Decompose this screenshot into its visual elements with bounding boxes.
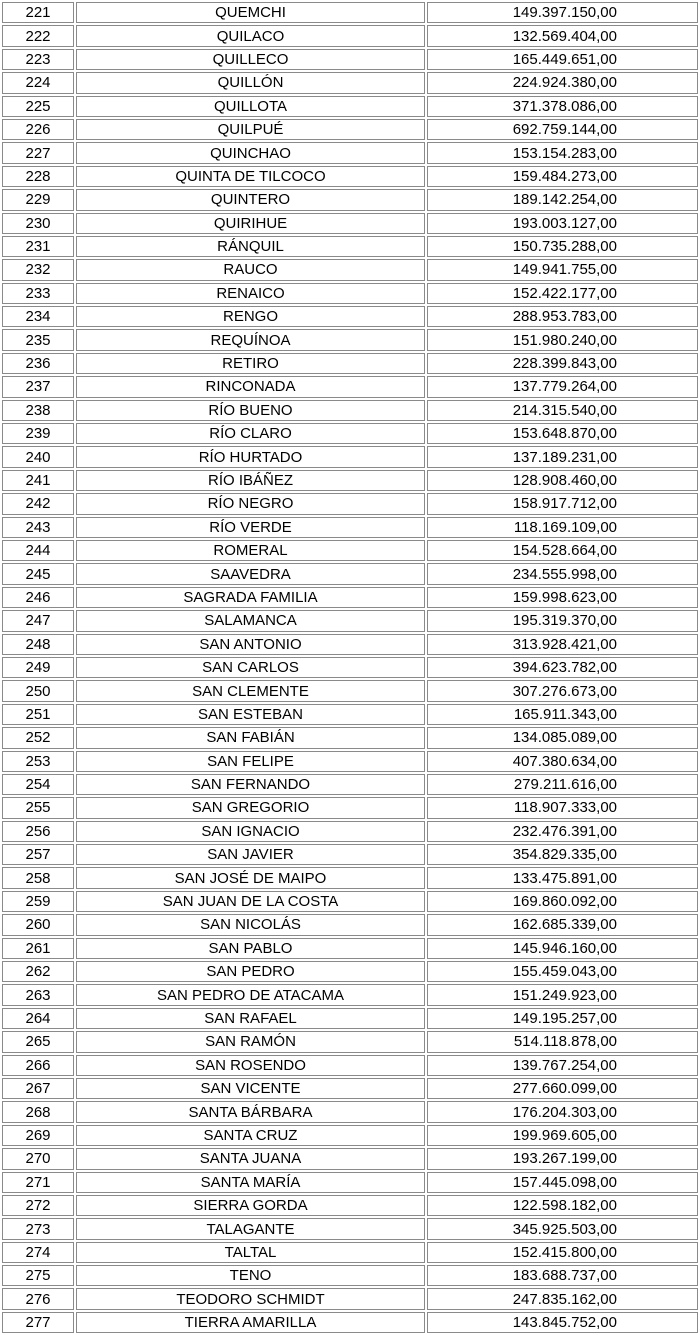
row-number-cell: 276	[2, 1288, 74, 1309]
row-number-cell: 243	[2, 517, 74, 538]
commune-name-cell: SAN GREGORIO	[76, 797, 425, 818]
table-row	[2, 446, 698, 467]
amount-cell: 345.925.503,00	[427, 1218, 698, 1239]
commune-name-cell: QUILPUÉ	[76, 119, 425, 140]
row-number-cell: 250	[2, 680, 74, 701]
commune-name-cell: QUILACO	[76, 25, 425, 46]
row-number-cell: 225	[2, 96, 74, 117]
table-row	[2, 49, 698, 70]
table-row	[2, 1125, 698, 1146]
row-number-cell: 221	[2, 2, 74, 23]
commune-name-cell: SAN RAFAEL	[76, 1008, 425, 1029]
commune-name-cell: SAN PEDRO DE ATACAMA	[76, 984, 425, 1005]
amount-cell: 183.688.737,00	[427, 1265, 698, 1286]
table-row	[2, 704, 698, 725]
table-body	[2, 2, 698, 1333]
table-row	[2, 867, 698, 888]
table-row	[2, 166, 698, 187]
amount-cell: 234.555.998,00	[427, 563, 698, 584]
row-number-cell: 266	[2, 1055, 74, 1076]
commune-name-cell: QUEMCHI	[76, 2, 425, 23]
commune-name-cell: RÍO CLARO	[76, 423, 425, 444]
amount-cell: 313.928.421,00	[427, 634, 698, 655]
amount-cell: 165.449.651,00	[427, 49, 698, 70]
row-number-cell: 262	[2, 961, 74, 982]
commune-name-cell: SAN FELIPE	[76, 751, 425, 772]
amount-cell: 118.169.109,00	[427, 517, 698, 538]
commune-name-cell: RINCONADA	[76, 376, 425, 397]
table-row	[2, 610, 698, 631]
table-row	[2, 891, 698, 912]
row-number-cell: 271	[2, 1172, 74, 1193]
row-number-cell: 247	[2, 610, 74, 631]
table-row	[2, 1172, 698, 1193]
row-number-cell: 228	[2, 166, 74, 187]
row-number-cell: 273	[2, 1218, 74, 1239]
table-row	[2, 517, 698, 538]
table-row	[2, 1195, 698, 1216]
amount-cell: 224.924.380,00	[427, 72, 698, 93]
commune-name-cell: SAN VICENTE	[76, 1078, 425, 1099]
commune-name-cell: TALAGANTE	[76, 1218, 425, 1239]
row-number-cell: 239	[2, 423, 74, 444]
amount-cell: 162.685.339,00	[427, 914, 698, 935]
table-row	[2, 306, 698, 327]
amount-cell: 232.476.391,00	[427, 821, 698, 842]
table-row	[2, 540, 698, 561]
table-row	[2, 797, 698, 818]
amount-cell: 176.204.303,00	[427, 1101, 698, 1122]
commune-name-cell: QUINTA DE TILCOCO	[76, 166, 425, 187]
table-row	[2, 329, 698, 350]
amount-cell: 165.911.343,00	[427, 704, 698, 725]
amount-cell: 153.648.870,00	[427, 423, 698, 444]
amount-cell: 158.917.712,00	[427, 493, 698, 514]
amount-cell: 514.118.878,00	[427, 1031, 698, 1052]
amount-cell: 149.397.150,00	[427, 2, 698, 23]
table-row	[2, 1265, 698, 1286]
amount-cell: 214.315.540,00	[427, 400, 698, 421]
row-number-cell: 255	[2, 797, 74, 818]
row-number-cell: 259	[2, 891, 74, 912]
commune-name-cell: SAN PEDRO	[76, 961, 425, 982]
commune-name-cell: QUIRIHUE	[76, 213, 425, 234]
amount-cell: 133.475.891,00	[427, 867, 698, 888]
table-row	[2, 2, 698, 23]
commune-name-cell: QUILLOTA	[76, 96, 425, 117]
commune-name-cell: QUINCHAO	[76, 142, 425, 163]
amount-cell: 118.907.333,00	[427, 797, 698, 818]
table-row	[2, 213, 698, 234]
row-number-cell: 236	[2, 353, 74, 374]
commune-name-cell: ROMERAL	[76, 540, 425, 561]
row-number-cell: 269	[2, 1125, 74, 1146]
commune-name-cell: SAN JOSÉ DE MAIPO	[76, 867, 425, 888]
commune-name-cell: QUILLECO	[76, 49, 425, 70]
row-number-cell: 226	[2, 119, 74, 140]
row-number-cell: 241	[2, 470, 74, 491]
amount-cell: 692.759.144,00	[427, 119, 698, 140]
row-number-cell: 275	[2, 1265, 74, 1286]
table-row	[2, 72, 698, 93]
amount-cell: 169.860.092,00	[427, 891, 698, 912]
amount-cell: 143.845.752,00	[427, 1312, 698, 1333]
commune-name-cell: TEODORO SCHMIDT	[76, 1288, 425, 1309]
row-number-cell: 261	[2, 938, 74, 959]
table-row	[2, 119, 698, 140]
table-row	[2, 1288, 698, 1309]
row-number-cell: 277	[2, 1312, 74, 1333]
row-number-cell: 254	[2, 774, 74, 795]
commune-name-cell: SANTA BÁRBARA	[76, 1101, 425, 1122]
commune-name-cell: SAN FERNANDO	[76, 774, 425, 795]
row-number-cell: 272	[2, 1195, 74, 1216]
row-number-cell: 268	[2, 1101, 74, 1122]
table-row	[2, 400, 698, 421]
commune-name-cell: RÍO VERDE	[76, 517, 425, 538]
commune-name-cell: SAN ESTEBAN	[76, 704, 425, 725]
table-row	[2, 96, 698, 117]
commune-name-cell: SAN JAVIER	[76, 844, 425, 865]
commune-name-cell: SANTA CRUZ	[76, 1125, 425, 1146]
commune-name-cell: SAGRADA FAMILIA	[76, 587, 425, 608]
amount-cell: 228.399.843,00	[427, 353, 698, 374]
commune-name-cell: RETIRO	[76, 353, 425, 374]
amount-cell: 354.829.335,00	[427, 844, 698, 865]
amount-cell: 193.267.199,00	[427, 1148, 698, 1169]
commune-name-cell: SAN NICOLÁS	[76, 914, 425, 935]
row-number-cell: 249	[2, 657, 74, 678]
table-row	[2, 774, 698, 795]
commune-name-cell: RENAICO	[76, 283, 425, 304]
row-number-cell: 232	[2, 259, 74, 280]
row-number-cell: 264	[2, 1008, 74, 1029]
table-row	[2, 423, 698, 444]
table-row	[2, 1242, 698, 1263]
commune-name-cell: SAN ANTONIO	[76, 634, 425, 655]
commune-name-cell: RÁNQUIL	[76, 236, 425, 257]
amount-cell: 199.969.605,00	[427, 1125, 698, 1146]
table-row	[2, 189, 698, 210]
commune-name-cell: SALAMANCA	[76, 610, 425, 631]
row-number-cell: 258	[2, 867, 74, 888]
amount-cell: 189.142.254,00	[427, 189, 698, 210]
amount-cell: 139.767.254,00	[427, 1055, 698, 1076]
amount-cell: 193.003.127,00	[427, 213, 698, 234]
row-number-cell: 257	[2, 844, 74, 865]
commune-name-cell: RÍO BUENO	[76, 400, 425, 421]
row-number-cell: 235	[2, 329, 74, 350]
table-row	[2, 914, 698, 935]
amount-cell: 279.211.616,00	[427, 774, 698, 795]
commune-name-cell: RENGO	[76, 306, 425, 327]
row-number-cell: 265	[2, 1031, 74, 1052]
table-row	[2, 938, 698, 959]
commune-name-cell: SAN ROSENDO	[76, 1055, 425, 1076]
row-number-cell: 224	[2, 72, 74, 93]
table-row	[2, 727, 698, 748]
row-number-cell: 230	[2, 213, 74, 234]
commune-name-cell: SAN CLEMENTE	[76, 680, 425, 701]
table-row	[2, 1031, 698, 1052]
table-row	[2, 1008, 698, 1029]
table-row	[2, 657, 698, 678]
commune-name-cell: TIERRA AMARILLA	[76, 1312, 425, 1333]
table-row	[2, 353, 698, 374]
amount-cell: 122.598.182,00	[427, 1195, 698, 1216]
row-number-cell: 240	[2, 446, 74, 467]
table-row	[2, 142, 698, 163]
table-row	[2, 283, 698, 304]
amount-cell: 195.319.370,00	[427, 610, 698, 631]
amount-cell: 307.276.673,00	[427, 680, 698, 701]
table-row	[2, 1055, 698, 1076]
table-row	[2, 259, 698, 280]
amount-cell: 151.980.240,00	[427, 329, 698, 350]
commune-name-cell: SAN RAMÓN	[76, 1031, 425, 1052]
table-row	[2, 821, 698, 842]
table-row	[2, 1101, 698, 1122]
amount-cell: 137.189.231,00	[427, 446, 698, 467]
row-number-cell: 253	[2, 751, 74, 772]
commune-name-cell: RAUCO	[76, 259, 425, 280]
commune-name-cell: SANTA MARÍA	[76, 1172, 425, 1193]
commune-name-cell: TENO	[76, 1265, 425, 1286]
commune-name-cell: SAN JUAN DE LA COSTA	[76, 891, 425, 912]
commune-name-cell: SAN PABLO	[76, 938, 425, 959]
amount-cell: 153.154.283,00	[427, 142, 698, 163]
commune-name-cell: RÍO NEGRO	[76, 493, 425, 514]
row-number-cell: 238	[2, 400, 74, 421]
table-row	[2, 563, 698, 584]
row-number-cell: 270	[2, 1148, 74, 1169]
amount-cell: 151.249.923,00	[427, 984, 698, 1005]
row-number-cell: 223	[2, 49, 74, 70]
commune-name-cell: SAN CARLOS	[76, 657, 425, 678]
table-row	[2, 844, 698, 865]
row-number-cell: 237	[2, 376, 74, 397]
amount-cell: 128.908.460,00	[427, 470, 698, 491]
table-row	[2, 1148, 698, 1169]
row-number-cell: 252	[2, 727, 74, 748]
table-row	[2, 1078, 698, 1099]
row-number-cell: 248	[2, 634, 74, 655]
table-row	[2, 751, 698, 772]
table-row	[2, 984, 698, 1005]
commune-name-cell: SIERRA GORDA	[76, 1195, 425, 1216]
amount-cell: 288.953.783,00	[427, 306, 698, 327]
amount-cell: 132.569.404,00	[427, 25, 698, 46]
amount-cell: 152.422.177,00	[427, 283, 698, 304]
amount-cell: 159.998.623,00	[427, 587, 698, 608]
table-row	[2, 236, 698, 257]
row-number-cell: 244	[2, 540, 74, 561]
row-number-cell: 263	[2, 984, 74, 1005]
table-row	[2, 961, 698, 982]
amount-cell: 149.195.257,00	[427, 1008, 698, 1029]
row-number-cell: 234	[2, 306, 74, 327]
commune-name-cell: SANTA JUANA	[76, 1148, 425, 1169]
commune-name-cell: QUINTERO	[76, 189, 425, 210]
amount-cell: 154.528.664,00	[427, 540, 698, 561]
row-number-cell: 267	[2, 1078, 74, 1099]
commune-name-cell: REQUÍNOA	[76, 329, 425, 350]
commune-name-cell: SAAVEDRA	[76, 563, 425, 584]
amount-cell: 157.445.098,00	[427, 1172, 698, 1193]
commune-name-cell: SAN IGNACIO	[76, 821, 425, 842]
amount-cell: 371.378.086,00	[427, 96, 698, 117]
amount-cell: 137.779.264,00	[427, 376, 698, 397]
table-row	[2, 493, 698, 514]
amount-cell: 145.946.160,00	[427, 938, 698, 959]
amount-cell: 149.941.755,00	[427, 259, 698, 280]
table-row	[2, 376, 698, 397]
amount-cell: 277.660.099,00	[427, 1078, 698, 1099]
row-number-cell: 233	[2, 283, 74, 304]
row-number-cell: 229	[2, 189, 74, 210]
commune-name-cell: RÍO HURTADO	[76, 446, 425, 467]
table-row	[2, 634, 698, 655]
amount-cell: 152.415.800,00	[427, 1242, 698, 1263]
amount-cell: 155.459.043,00	[427, 961, 698, 982]
commune-name-cell: QUILLÓN	[76, 72, 425, 93]
row-number-cell: 242	[2, 493, 74, 514]
row-number-cell: 227	[2, 142, 74, 163]
row-number-cell: 260	[2, 914, 74, 935]
table-row	[2, 25, 698, 46]
row-number-cell: 256	[2, 821, 74, 842]
row-number-cell: 274	[2, 1242, 74, 1263]
amount-cell: 394.623.782,00	[427, 657, 698, 678]
row-number-cell: 251	[2, 704, 74, 725]
amount-cell: 150.735.288,00	[427, 236, 698, 257]
row-number-cell: 246	[2, 587, 74, 608]
table-row	[2, 470, 698, 491]
row-number-cell: 245	[2, 563, 74, 584]
table-row	[2, 1312, 698, 1333]
table-row	[2, 680, 698, 701]
commune-name-cell: SAN FABIÁN	[76, 727, 425, 748]
table-row	[2, 587, 698, 608]
amount-cell: 407.380.634,00	[427, 751, 698, 772]
commune-name-cell: TALTAL	[76, 1242, 425, 1263]
amount-cell: 134.085.089,00	[427, 727, 698, 748]
amount-cell: 159.484.273,00	[427, 166, 698, 187]
amount-cell: 247.835.162,00	[427, 1288, 698, 1309]
table-row	[2, 1218, 698, 1239]
commune-name-cell: RÍO IBÁÑEZ	[76, 470, 425, 491]
row-number-cell: 231	[2, 236, 74, 257]
row-number-cell: 222	[2, 25, 74, 46]
